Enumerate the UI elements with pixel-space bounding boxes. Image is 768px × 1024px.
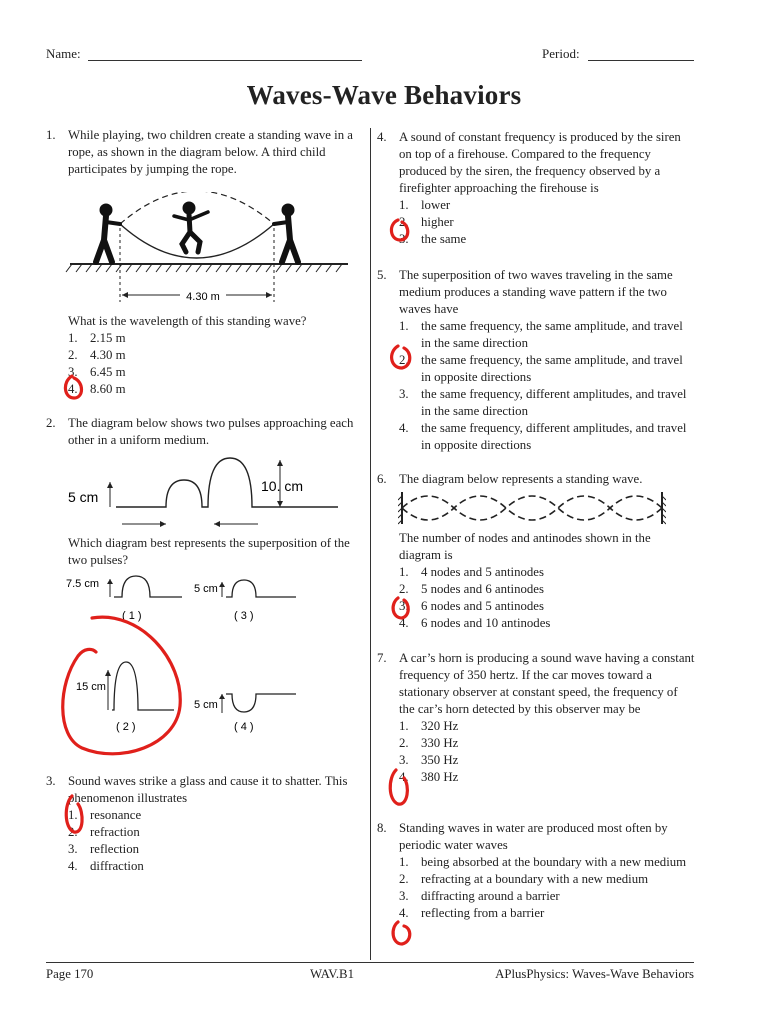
svg-text:( 2 ): ( 2 ) (116, 721, 136, 733)
q1-option-4[interactable]: 4. 8.60 m (68, 382, 126, 396)
column-divider (370, 128, 371, 960)
footer-rule (46, 962, 694, 963)
question-8: 8. Standing waves in water are produced most often by periodic water waves 1. being absorbed at the boundary with a new medium 2. refracting at a boundary with a new medium 3. diffracting around a barrier 4. reflecting from a barrier (377, 820, 695, 922)
q3-option-2[interactable]: 2. refraction (68, 825, 140, 839)
q7-option-4[interactable]: 4. 380 Hz (399, 770, 459, 784)
q1-number: 1. (46, 128, 56, 142)
q4-option-3[interactable]: 3. the same (399, 232, 467, 246)
q5-option-1[interactable]: 1. the same frequency, the same amplitude, and travel in the same direction (399, 319, 683, 350)
question-3: 3. Sound waves strike a glass and cause it to shatter. This phenomenon illustrates 1. resonance 2. refraction 3. reflection 4. diffraction (46, 773, 358, 875)
q3-option-1[interactable]: 1. resonance (68, 808, 142, 822)
q6-option-4[interactable]: 4. 6 nodes and 10 antinodes (399, 616, 551, 630)
question-6: 6. The diagram below represents a standing wave. (377, 472, 643, 486)
q7-option-3[interactable]: 3. 350 Hz (399, 753, 459, 767)
question-7: 7. A car’s horn is producing a sound wave having a constant frequency of 350 hertz. If the car moves toward a stationary observer at constant speed, the frequency of the car’s horn detected by this observer may be 1. 320 Hz 2. 330 Hz 3. 350 Hz 4. 380 Hz (377, 651, 695, 784)
q1-options (68, 313, 358, 398)
footer-code: WAV.B1 (310, 967, 354, 981)
q2-option-2[interactable] (76, 662, 174, 733)
question-5: 5. The superposition of two waves traveling in the same medium produces a standing wave pattern if the two waves have 1. the same frequency, the same amplitude, and travel in the same direction 2. the same frequency, the same amplitude, and travel in opposite directions 3. the same frequency, different amplitudes, and travel in the same direction 4. the same frequency, different amplitudes, and travel in opposite directions (377, 267, 695, 454)
period-label: Period: (542, 46, 580, 61)
q1-option-1[interactable]: 1. 2.15 m (68, 331, 126, 345)
q2-option-1[interactable] (66, 576, 182, 622)
pulses-diagram (66, 452, 356, 532)
q3-option-3[interactable]: 3. reflection (68, 842, 140, 856)
page-title: Waves-Wave Behaviors (246, 80, 522, 110)
q4-option-1[interactable]: 1. lower (399, 198, 451, 212)
standing-wave-diagram (398, 488, 666, 528)
q2-option-3[interactable] (194, 580, 296, 622)
q6-options (399, 530, 695, 632)
q6-option-1[interactable]: 1. 4 nodes and 5 antinodes (399, 565, 544, 579)
distance-label: 4.30 m (186, 291, 220, 303)
q1-option-3[interactable]: 3. 6.45 m (68, 365, 126, 379)
svg-text:5 cm: 5 cm (194, 583, 218, 595)
svg-text:( 1 ): ( 1 ) (122, 610, 142, 622)
q4-option-2[interactable]: 2. higher (399, 215, 454, 229)
q3-option-4[interactable]: 4. diffraction (68, 859, 144, 873)
name-line[interactable] (88, 60, 362, 61)
q6-option-3[interactable]: 3. 6 nodes and 5 antinodes (399, 599, 544, 613)
name-label: Name: (46, 46, 81, 61)
q7-option-1[interactable]: 1. 320 Hz (399, 719, 459, 733)
svg-text:( 4 ): ( 4 ) (234, 721, 254, 733)
q2-option-4[interactable] (194, 694, 296, 733)
q8-answer-circle (393, 922, 410, 944)
q5-option-2[interactable]: 2. the same frequency, the same amplitude, and travel in opposite directions (399, 353, 683, 384)
q6-prompt: The number of nodes and antinodes shown in the diagram is (399, 531, 651, 562)
svg-text:5 cm: 5 cm (194, 699, 218, 711)
pulse-b-label: 10. cm (261, 478, 304, 494)
q8-option-1[interactable]: 1. being absorbed at the boundary with a new medium (399, 855, 687, 869)
q8-option-4[interactable]: 4. reflecting from a barrier (399, 906, 545, 920)
q1-option-2[interactable]: 2. 4.30 m (68, 348, 126, 362)
question-4: 4. A sound of constant frequency is produced by the siren on top of a firehouse. Compared to the frequency produced by the siren, the frequency observed by a firefighter approaching the firehouse is 1. lower 2. higher 3. the same (377, 129, 695, 248)
question-1 (46, 127, 358, 178)
q1-prompt: What is the wavelength of this standing wave? (68, 314, 307, 328)
footer-page: Page 170 (46, 967, 94, 981)
q7-option-2[interactable]: 2. 330 Hz (399, 736, 459, 750)
rope-diagram (62, 192, 352, 308)
pulse-a-label: 5 cm (68, 489, 99, 505)
svg-text:15 cm: 15 cm (76, 681, 106, 693)
q8-option-3[interactable]: 3. diffracting around a barrier (399, 889, 560, 903)
svg-text:7.5 cm: 7.5 cm (66, 578, 100, 590)
period-line[interactable] (588, 60, 694, 61)
question-2: 2. The diagram below shows two pulses approaching each other in a uniform medium. (46, 416, 354, 447)
q6-option-2[interactable]: 2. 5 nodes and 6 antinodes (399, 582, 544, 596)
svg-text:( 3 ): ( 3 ) (234, 610, 254, 622)
pulse-options-diagram (64, 570, 304, 740)
q5-option-4[interactable]: 4. the same frequency, different amplitudes, and travel in opposite directions (399, 421, 687, 452)
q8-option-2[interactable]: 2. refracting at a boundary with a new medium (399, 872, 649, 886)
q1-text: While playing, two children create a standing wave in a rope, as shown in the diagram below. A third child participates by jumping the rope. (68, 128, 353, 176)
q2-prompt: Which diagram best represents the superposition of the two pulses? (68, 536, 350, 567)
q5-option-3[interactable]: 3. the same frequency, different amplitudes, and travel in the same direction (399, 387, 687, 418)
footer-source: APlusPhysics: Waves-Wave Behaviors (495, 967, 694, 981)
